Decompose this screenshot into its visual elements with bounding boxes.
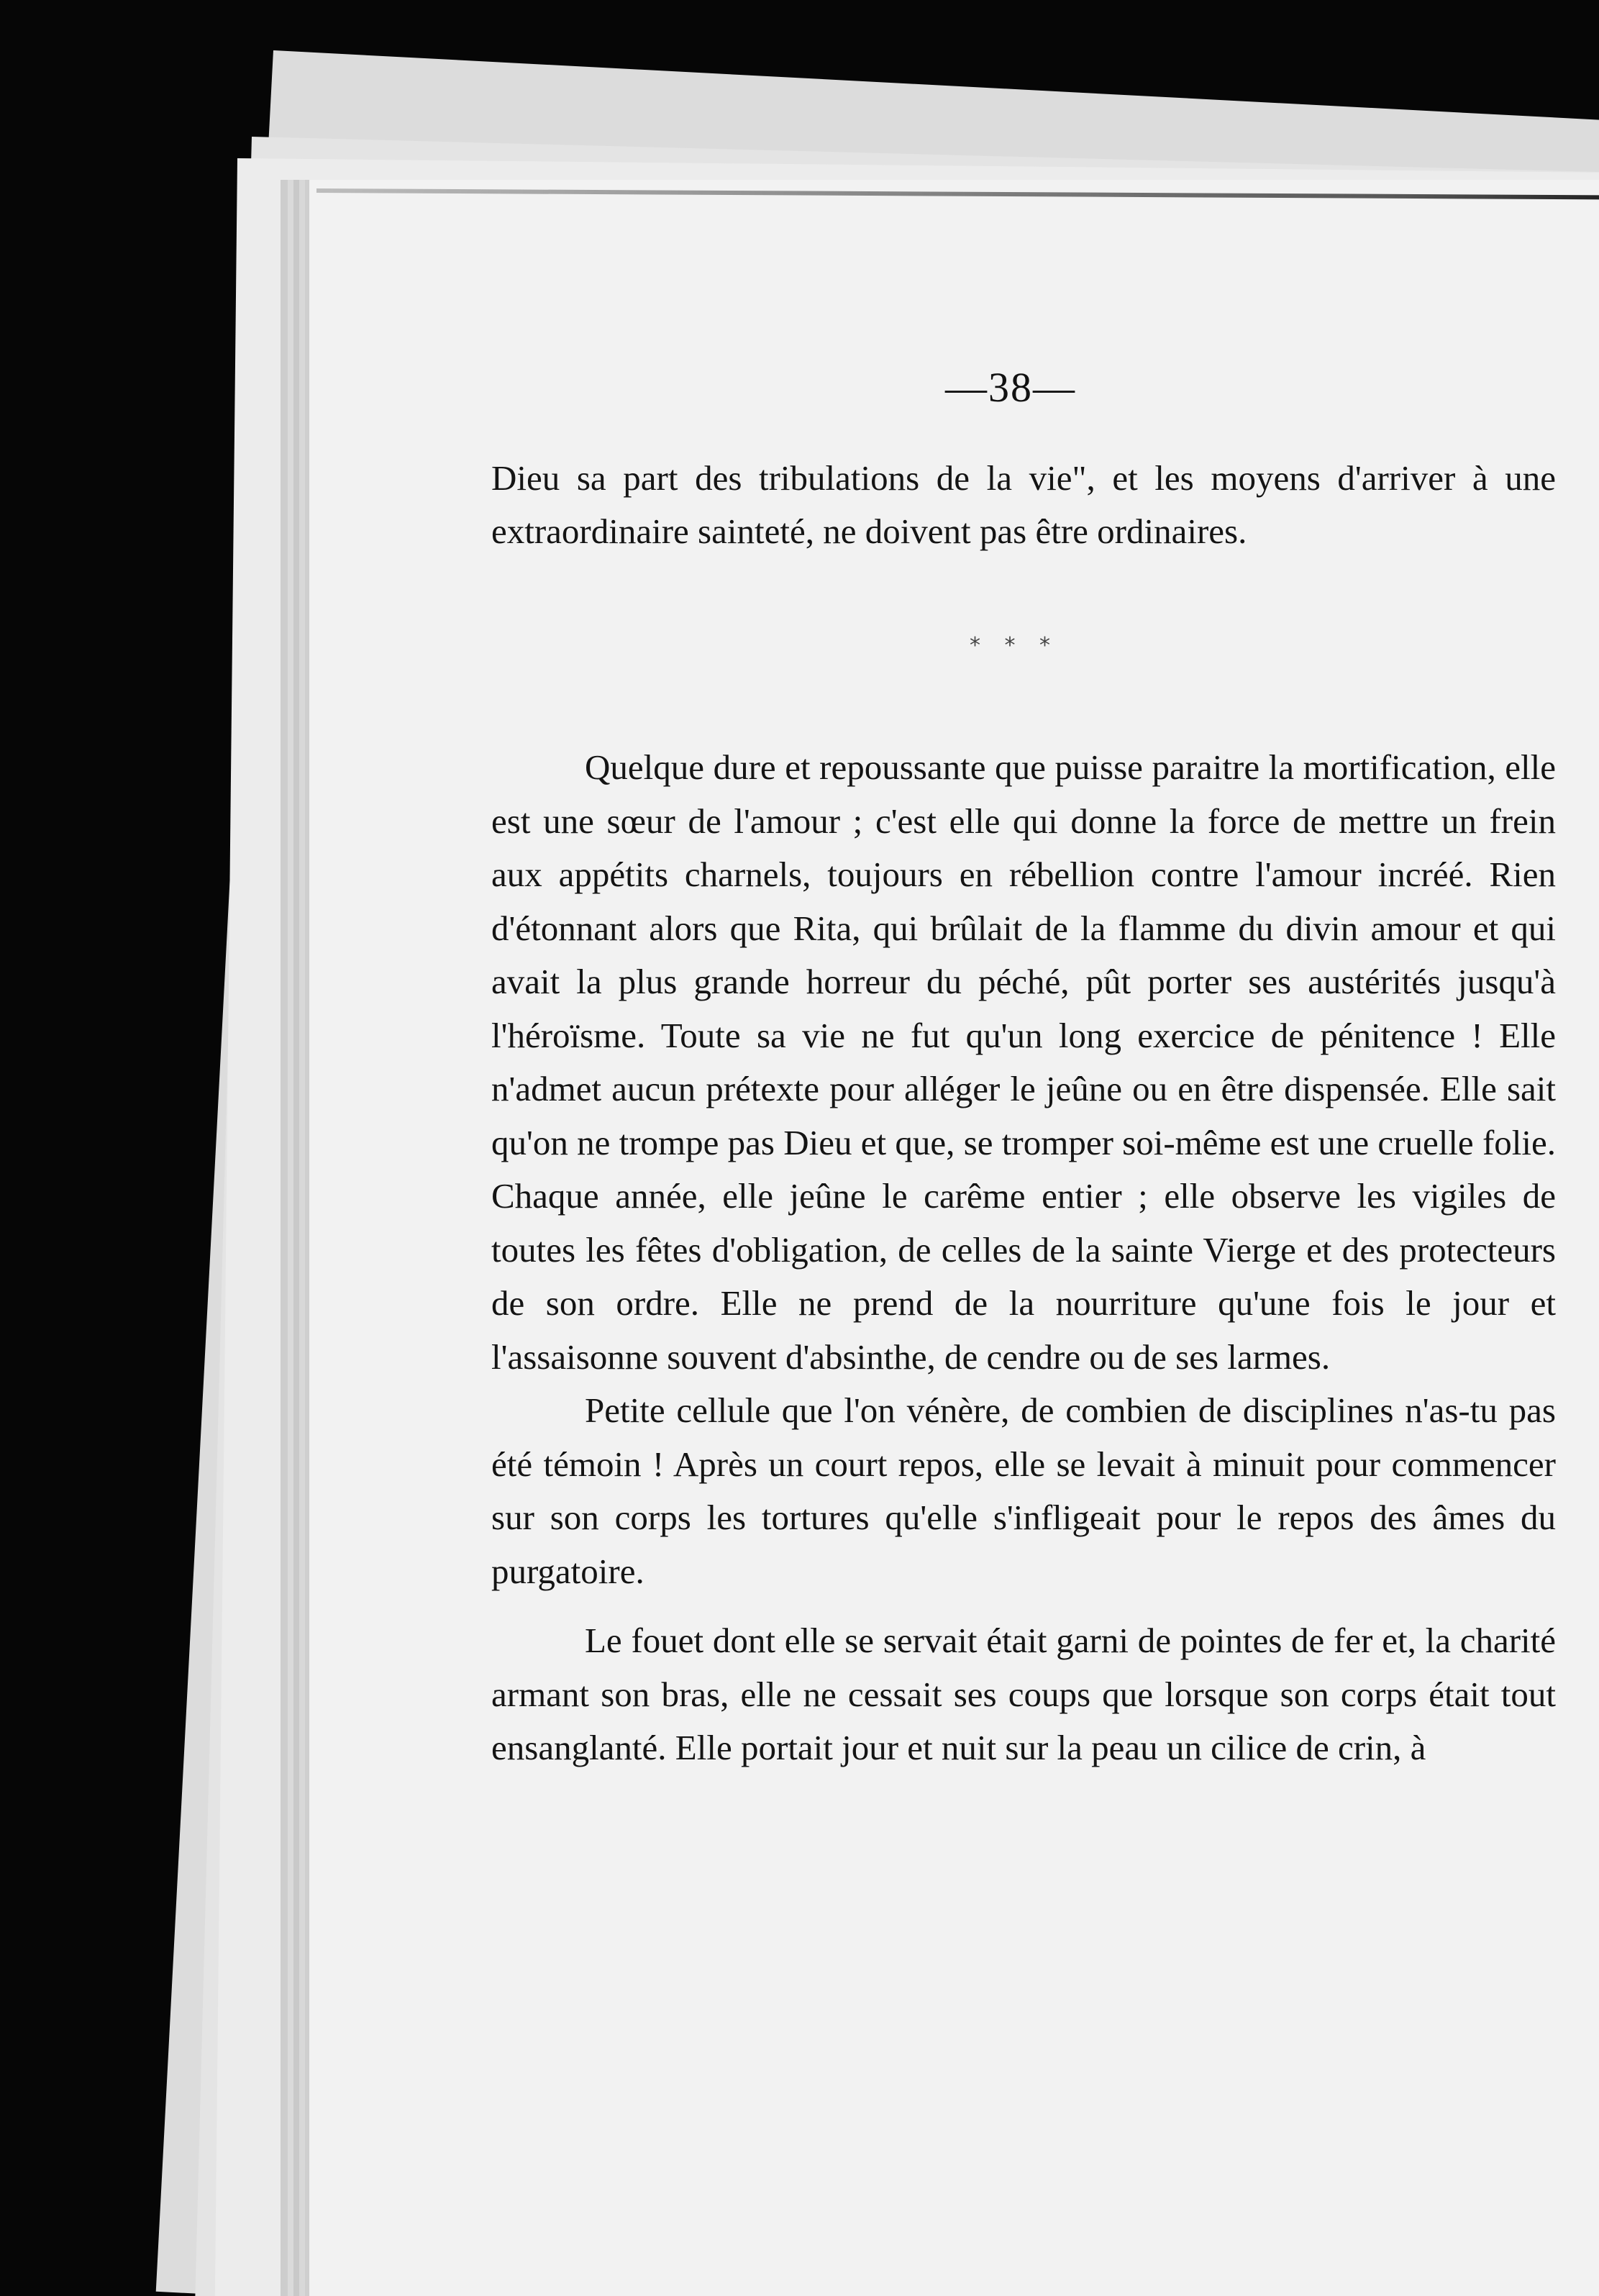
paragraph-fouet: Le fouet dont elle se servait était garni de pointes de fer et, la charité armant son bras, elle ne cessait ses coups que lorsque son corps était tout ensanglanté. Elle portait jour et nuit sur la peau un cilice de crin, à [491,1621,1556,1767]
page-number: —38— [945,364,1076,411]
paragraph-mortification: Quelque dure et repoussante que puisse paraitre la mortification, elle est une sœur de l'amour ; c'est elle qui donne la force de mettre un frein aux appétits charnels, toujours en rébellion contre l'amour incréé. Rien d'étonnant alors que Rita, qui brûlait de la flamme du divin amour et qui avait la plus grande horreur du péché, pût porter ses austérités jusqu'à l'héroïsme. Toute sa vie ne fut qu'un long exercice de pénitence ! Elle n'admet aucun prétexte pour alléger le jeûne ou en être dispensée. Elle sait qu'on ne trompe pas Dieu et que, se tromper soi-même est une cruelle folie. Chaque année, elle jeûne le carême entier ; elle observe les vigiles de toutes les fêtes d'obligation, de celles de la sainte Vierge et des protecteurs de son ordre. Elle ne prend de la nourriture qu'une fois le jour et l'assaisonne souvent d'absinthe, de cendre ou de ses larmes. [491,747,1556,1377]
paragraph-cellule: Petite cellule que l'on vénère, de combien de disciplines n'as-tu pas été témoin ! Après un court repos, elle se levait à minuit pour commencer sur son corps les tortures qu'elle s'infligeait pour le repos des âmes du purgatoire. [491,1390,1556,1591]
lead-paragraph: Dieu sa part des tribulations de la vie", et les moyens d'arriver à une extraordinaire sainteté, ne doivent pas être ordinaires. [491,458,1556,551]
body-text [491,741,1556,1775]
section-separator: * * * [969,633,1060,658]
